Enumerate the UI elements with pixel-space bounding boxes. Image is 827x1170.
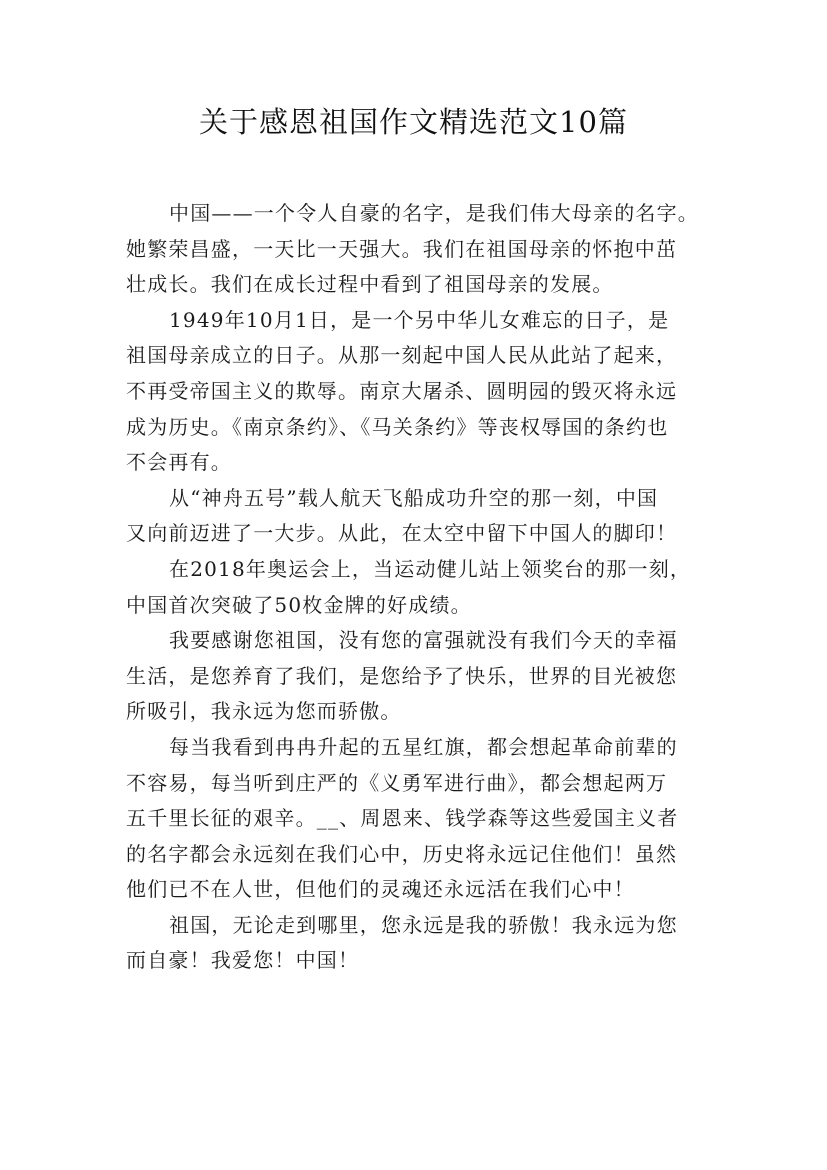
paragraph-line: 祖国母亲成立的日子。从那一刻起中国人民从此站了起来， (126, 343, 678, 368)
document-title: 关于感恩祖国作文精选范文10篇 (199, 105, 628, 139)
paragraph-7 (126, 908, 706, 979)
paragraph-line: 每当我看到冉冉升起的五星红旗，都会想起革命前辈的 (169, 734, 678, 759)
paragraph-line: 五千里长征的艰辛。__、周恩来、钱学森等这些爱国主义者 (126, 806, 679, 831)
paragraph-line: 壮成长。我们在成长过程中看到了祖国母亲的发展。 (126, 272, 614, 297)
paragraph-2 (126, 303, 706, 481)
paragraph-1 (126, 196, 706, 303)
paragraph-line: 生活，是您养育了我们，是您给予了快乐，世界的目光被您 (126, 663, 678, 688)
paragraph-line: 他们已不在人世，但他们的灵魂还永远活在我们心中！ (126, 877, 635, 902)
paragraph-line: 不再受帝国主义的欺辱。南京大屠杀、圆明园的毁灭将永远 (126, 378, 678, 403)
paragraph-line: 她繁荣昌盛，一天比一天强大。我们在祖国母亲的怀抱中茁 (126, 236, 678, 261)
paragraph-line: 1949年10月1日，是一个另中华儿女难忘的日子，是 (169, 307, 670, 332)
paragraph-line: 不容易，每当听到庄严的《义勇军进行曲》，都会想起两万 (126, 770, 668, 795)
paragraph-6 (126, 730, 706, 908)
paragraph-3 (126, 481, 706, 552)
paragraph-line: 中国——一个令人自豪的名字，是我们伟大母亲的名字。 (169, 201, 699, 225)
paragraph-line: 成为历史。《南京条约》、《马关条约》等丧权辱国的条约也 (126, 414, 669, 439)
paragraph-line: 不会再有。 (126, 450, 232, 475)
paragraph-line: 所吸引，我永远为您而骄傲。 (126, 699, 402, 724)
paragraph-5 (126, 623, 706, 730)
paragraph-line: 从“神舟五号”载人航天飞船成功升空的那一刻，中国 (169, 485, 659, 510)
paragraph-4 (126, 552, 706, 623)
paragraph-line: 在2018年奥运会上，当运动健儿站上领奖台的那一刻， (169, 556, 692, 581)
document-body (126, 196, 706, 979)
paragraph-line: 中国首次突破了50枚金牌的好成绩。 (126, 592, 472, 617)
paragraph-line: 祖国，无论走到哪里，您永远是我的骄傲！我永远为您 (169, 912, 678, 937)
paragraph-line: 的名字都会永远刻在我们心中，历史将永远记住他们！虽然 (126, 841, 678, 866)
paragraph-line: 我要感谢您祖国，没有您的富强就没有我们今天的幸福 (169, 628, 678, 653)
paragraph-line: 而自豪！我爱您！中国！ (126, 948, 360, 973)
paragraph-line: 又向前迈进了一大步。从此，在太空中留下中国人的脚印！ (126, 521, 678, 546)
